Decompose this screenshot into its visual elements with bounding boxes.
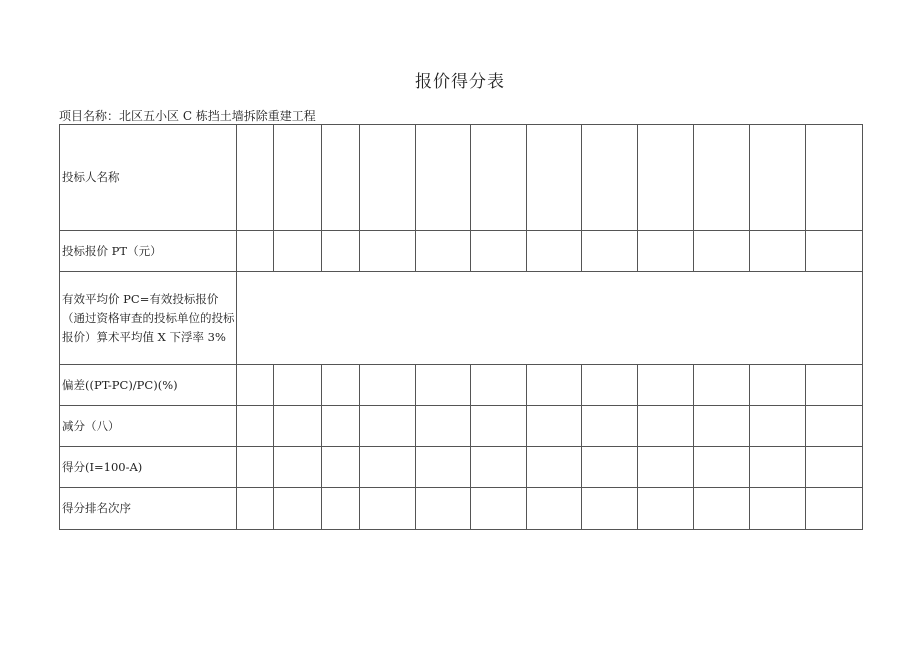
deviation-cell[interactable]	[237, 365, 274, 406]
rank-cell[interactable]	[806, 488, 863, 530]
bid-price-cell[interactable]	[471, 231, 527, 272]
deduction-cell[interactable]	[322, 406, 360, 447]
rank-cell[interactable]	[237, 488, 274, 530]
project-name: 项目名称：北区五小区 C 栋挡土墙拆除重建工程	[59, 109, 316, 123]
bidder-name-cell[interactable]	[274, 125, 322, 231]
table-row	[60, 272, 863, 365]
score-cell[interactable]	[274, 447, 322, 488]
row-label-average-price: 有效平均价 PC=有效投标报价（通过资格审查的投标单位的投标报价）算术平均值 X 下浮率 3%	[60, 272, 237, 365]
table-row	[60, 125, 863, 231]
deviation-cell[interactable]	[416, 365, 471, 406]
deviation-cell[interactable]	[360, 365, 416, 406]
row-label-bidder-name: 投标人名称	[60, 125, 237, 231]
row-label-rank: 得分排名次序	[60, 488, 237, 530]
bid-price-cell[interactable]	[237, 231, 274, 272]
bidder-name-cell[interactable]	[322, 125, 360, 231]
score-cell[interactable]	[360, 447, 416, 488]
score-cell[interactable]	[237, 447, 274, 488]
bidder-name-cell[interactable]	[360, 125, 416, 231]
bidder-name-cell[interactable]	[638, 125, 694, 231]
table-row	[60, 365, 863, 406]
average-price-cell[interactable]	[237, 272, 863, 365]
row-label-deduction: 减分（八）	[60, 406, 237, 447]
bidder-name-cell[interactable]	[750, 125, 806, 231]
deviation-cell[interactable]	[274, 365, 322, 406]
score-cell[interactable]	[638, 447, 694, 488]
row-label-bid-price: 投标报价 PT（元）	[60, 231, 237, 272]
bid-price-cell[interactable]	[582, 231, 638, 272]
bid-price-cell[interactable]	[638, 231, 694, 272]
deviation-cell[interactable]	[322, 365, 360, 406]
bid-price-cell[interactable]	[416, 231, 471, 272]
rank-cell[interactable]	[750, 488, 806, 530]
bidder-name-cell[interactable]	[416, 125, 471, 231]
score-cell[interactable]	[582, 447, 638, 488]
score-cell[interactable]	[416, 447, 471, 488]
deviation-cell[interactable]	[638, 365, 694, 406]
bid-price-cell[interactable]	[322, 231, 360, 272]
deviation-cell[interactable]	[582, 365, 638, 406]
bid-price-cell[interactable]	[806, 231, 863, 272]
table-row	[60, 231, 863, 272]
bid-price-cell[interactable]	[360, 231, 416, 272]
deviation-cell[interactable]	[806, 365, 863, 406]
score-cell[interactable]	[806, 447, 863, 488]
bid-price-cell[interactable]	[694, 231, 750, 272]
table-row	[60, 447, 863, 488]
score-table	[59, 124, 863, 530]
deduction-cell[interactable]	[582, 406, 638, 447]
row-label-deviation: 偏差((PT-PC)/PC)(%)	[60, 365, 237, 406]
row-label-score: 得分(I=100-A)	[60, 447, 237, 488]
score-cell[interactable]	[694, 447, 750, 488]
bidder-name-cell[interactable]	[471, 125, 527, 231]
bid-price-cell[interactable]	[527, 231, 582, 272]
bidder-name-cell[interactable]	[806, 125, 863, 231]
deviation-cell[interactable]	[527, 365, 582, 406]
rank-cell[interactable]	[471, 488, 527, 530]
score-cell[interactable]	[527, 447, 582, 488]
table-row	[60, 406, 863, 447]
rank-cell[interactable]	[416, 488, 471, 530]
bidder-name-cell[interactable]	[237, 125, 274, 231]
bidder-name-cell[interactable]	[694, 125, 750, 231]
deviation-cell[interactable]	[694, 365, 750, 406]
deviation-cell[interactable]	[471, 365, 527, 406]
deduction-cell[interactable]	[471, 406, 527, 447]
rank-cell[interactable]	[694, 488, 750, 530]
deduction-cell[interactable]	[750, 406, 806, 447]
deduction-cell[interactable]	[806, 406, 863, 447]
deduction-cell[interactable]	[274, 406, 322, 447]
deduction-cell[interactable]	[694, 406, 750, 447]
deduction-cell[interactable]	[527, 406, 582, 447]
score-cell[interactable]	[750, 447, 806, 488]
bidder-name-cell[interactable]	[527, 125, 582, 231]
rank-cell[interactable]	[360, 488, 416, 530]
deviation-cell[interactable]	[750, 365, 806, 406]
rank-cell[interactable]	[638, 488, 694, 530]
deduction-cell[interactable]	[237, 406, 274, 447]
rank-cell[interactable]	[582, 488, 638, 530]
rank-cell[interactable]	[274, 488, 322, 530]
rank-cell[interactable]	[322, 488, 360, 530]
score-cell[interactable]	[322, 447, 360, 488]
bid-price-cell[interactable]	[750, 231, 806, 272]
bidder-name-cell[interactable]	[582, 125, 638, 231]
deduction-cell[interactable]	[416, 406, 471, 447]
deduction-cell[interactable]	[638, 406, 694, 447]
table-row	[60, 488, 863, 530]
rank-cell[interactable]	[527, 488, 582, 530]
deduction-cell[interactable]	[360, 406, 416, 447]
bid-price-cell[interactable]	[274, 231, 322, 272]
table-title: 报价得分表	[415, 72, 505, 92]
score-cell[interactable]	[471, 447, 527, 488]
